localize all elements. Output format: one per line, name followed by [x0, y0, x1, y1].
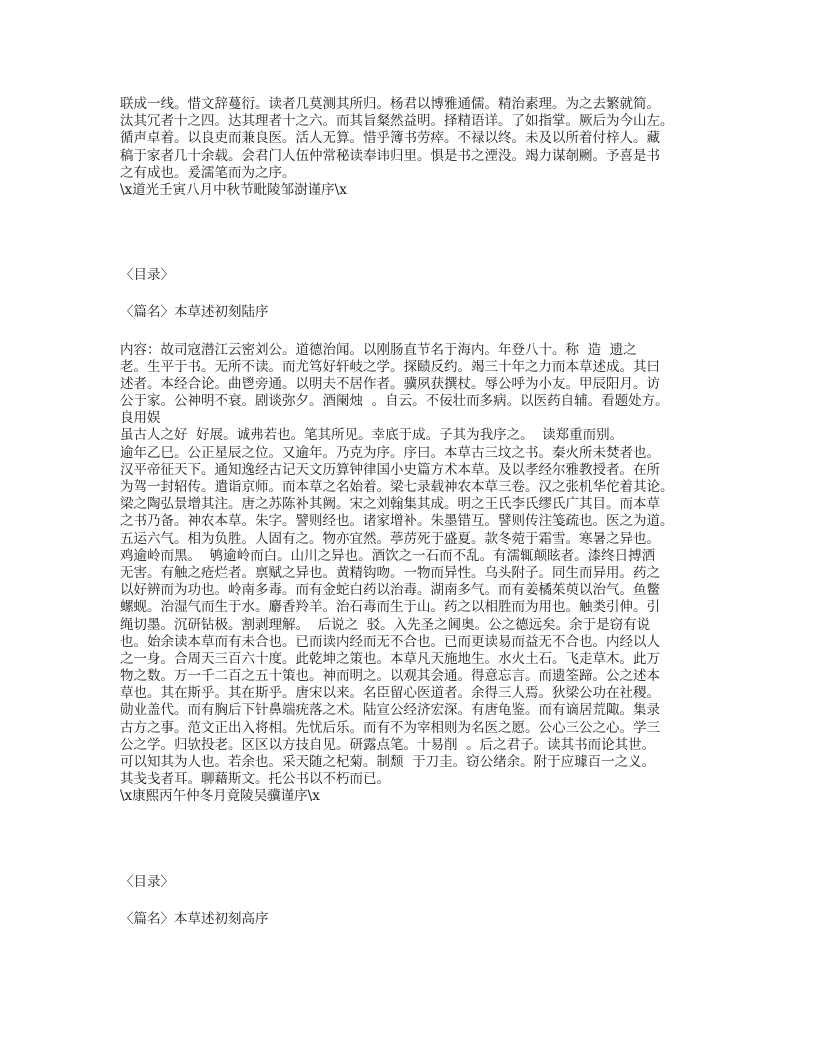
text-line: 汉平帝征天下。通知逸经古记天文历算钟律国小史篇方术本草。及以孝经尔雅教授者。在所	[120, 461, 660, 478]
signature-line: \x康熙丙午仲冬月竟陵吴骥谨序\x	[120, 788, 320, 805]
text-line: 公之学。归欤投老。区区以方技自见。研露点笔。十易削 。后之君子。读其书而论其世。	[120, 736, 656, 753]
body-text	[120, 342, 700, 789]
text-line: 无害。有触之疮烂者。禀赋之异也。黄精钩吻。一物而异性。乌头附子。同生而异用。药之	[120, 564, 660, 581]
text-line: 循声卓着。以良吏而兼良医。活人无算。惜乎簿书劳瘁。不禄以终。未及以所着付梓人。藏	[120, 130, 660, 147]
text-line: 其戋戋者耳。聊藉斯文。托公书以不朽而已。	[120, 771, 390, 788]
text-line: 螺蚬。治湿气而生于水。麝香羚羊。治石毒而生于山。药之以相胜而为用也。触类引伸。引	[120, 599, 660, 616]
text-line: 稿于家者几十余载。会君门人伍仲常秘读奉讳归里。惧是书之湮没。竭力谋剞劂。予喜是书	[120, 147, 660, 164]
text-line: 古方之事。范文正出入将相。先忧后乐。而有不为宰相则为名医之愿。公心三公之心。学三	[120, 719, 660, 736]
text-line: 为驾一封轺传。遣诣京师。而本草之名始着。梁七录载神农本草三卷。汉之张机华佗着其论。	[120, 479, 674, 495]
chapter-title: 〈篇名〉本草述初刻高序	[120, 910, 269, 927]
text-line: 逾年乙巳。公正星辰之位。又逾年。乃克为序。序曰。本草古三坟之书。秦火所未焚者也。	[120, 444, 660, 461]
text-line: 公于家。公神明不衰。剧谈弥夕。酒阑烛 。自云。不佞壮而多病。以医药自辅。看题处方。	[120, 393, 669, 410]
toc-label: 〈目录〉	[120, 873, 174, 890]
text-line: 虽古人之好 好展。诚弗若也。笔其所见。幸底于成。子其为我序之。 读郑重而别。	[120, 427, 624, 444]
text-line: 可以知其为人也。若余也。采天随之杞菊。制颓 于刀圭。窃公绪余。附于应璩百一之义。	[120, 754, 656, 770]
chapter-title: 〈篇名〉本草述初刻陆序	[120, 304, 269, 321]
section-lu-preface	[120, 267, 700, 805]
text-line: 绳切墨。沉研钻极。割剥理解。 后说之 驳。入先圣之阃奥。公之德远矣。余于是窃有说	[120, 616, 651, 633]
text-line: 良用娱	[120, 410, 161, 427]
document-page	[120, 96, 700, 928]
preface-block	[120, 96, 700, 199]
toc-label: 〈目录〉	[120, 267, 174, 284]
section-gao-preface	[120, 874, 700, 928]
text-line: 述者。本经合论。曲鬯旁通。以明夫不居作者。骥夙获撰杖。辱公呼为小友。甲辰阳月。访	[120, 375, 660, 392]
text-line: 五运六气。相为负胜。人固有之。物亦宜然。葶苈死于盛夏。款冬菀于霜雪。寒暑之异也。	[120, 530, 660, 547]
text-line: 之书乃备。神农本草。朱字。譬则经也。诸家增补。朱墨错互。譬则传注笺疏也。医之为道。	[120, 513, 674, 530]
text-line: 物之数。万一千二百之五十策也。神而明之。以观其会通。得意忘言。而遗筌蹄。公之述本	[120, 668, 660, 685]
text-line: 草也。其在斯乎。其在斯乎。唐宋以来。名臣留心医道者。余得三人焉。狄梁公功在社稷。	[120, 685, 660, 702]
text-line: 之有成也。爰濡笔而为之序。	[120, 164, 296, 181]
text-line: 汰其冗者十之四。达其理者十之六。而其旨粲然益明。择精语详。了如指掌。厥后为今山左。	[120, 113, 674, 130]
text-line: 以好辨而为功也。岭南多毒。而有金蛇白药以治毒。湖南多气。而有姜橘茱萸以治气。鱼鳖	[120, 582, 660, 599]
text-line: 联成一线。惜文辞蔓衍。读者几莫测其所归。杨君以博雅通儒。精治素理。为之去繁就简。	[120, 96, 660, 112]
text-line: 勋业盖代。而有胸后下针鼻端疣落之术。陆宣公经济宏深。有唐龟鉴。而有谪居荒陬。集录	[120, 702, 660, 719]
text-line: 梁之陶弘景增其注。唐之苏陈补其阙。宋之刘翰集其成。明之王氏李氏缪氏广其目。而本草	[120, 496, 660, 513]
text-line: 内容：故司寇潜江云密刘公。道德治闻。以刚肠直节名于海内。年登八十。称 造 遗之	[120, 341, 637, 358]
signature-line: \x道光壬寅八月中秋节毗陵邹澍谨序\x	[120, 181, 347, 198]
text-line: 之一身。合周天三百六十度。此乾坤之策也。本草凡天施地生。水火土石。飞走草木。此万	[120, 650, 660, 667]
text-line: 鸡逾岭而黑。 鸲逾岭而白。山川之异也。酒饮之一石而不乱。有濡辄颠眩者。漆终日搏洒	[120, 547, 656, 564]
text-line: 老。生平于书。无所不读。而尤笃好轩岐之学。探赜反约。竭三十年之力而本草述成。其曰	[120, 358, 660, 375]
text-line: 也。始余读本草而有未合也。已而读内经而无不合也。已而更读易而益无不合也。内经以人	[120, 633, 660, 650]
